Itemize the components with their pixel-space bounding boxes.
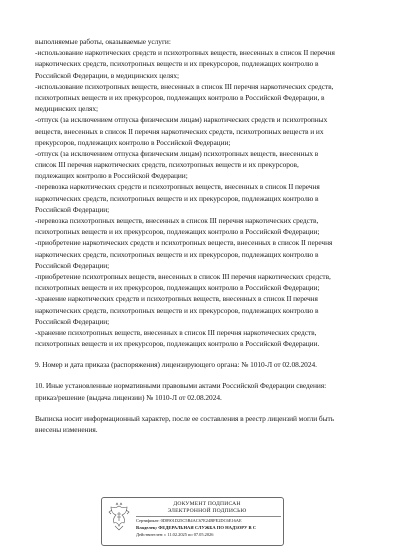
coat-of-arms-emblem-icon [106,502,132,532]
document-line: список III перечня наркотических средств, психотропных веществ и их прекурсоров, [35,160,299,170]
document-line: Российской Федерации; [35,260,110,270]
stamp-title-line-1: ДОКУМЕНТ ПОДПИСАН [173,501,241,507]
document-line: наркотических средств, психотропных веществ и их прекурсоров, подлежащих контролю в [35,59,319,69]
document-body [35,36,387,435]
document-line: Российской Федерации; [35,316,110,326]
document-line: медицинских целях; [35,104,98,114]
stamp-validity: Действителен: с 11.02.2025 по 07.05.2026 [136,532,214,537]
document-line: -использование наркотических средств и психотропных веществ, внесенных в список II перечня [35,48,335,58]
document-line: -перевозка психотропных веществ, внесенных в список III перечня наркотических средств, [35,216,319,225]
document-line: -хранение психотропных веществ, внесенных в список III перечня наркотических средств, [35,327,317,337]
document-line: наркотических средств, психотропных веществ и их прекурсоров, подлежащих контролю в [35,193,319,203]
document-line: веществ, внесенных в список II перечня наркотических средств, психотропных веществ и их [35,126,324,136]
stamp-divider [136,516,281,517]
document-line: -отпуск (за исключением отпуска физическим лицам) наркотических средств и психотропных [35,115,328,125]
item-10-other-info-line-1: 10. Иные установленные нормативными правовыми актами Российской Федерации сведения: [35,381,327,391]
stamp-title-line-2: ЭЛЕКТРОННОЙ ПОДПИСЬЮ [167,508,247,514]
document-line: -хранение наркотических средств и психотропных веществ, внесенных в список II перечня [35,294,318,304]
document-line: наркотических средств, психотропных веществ и их прекурсоров, подлежащих контролю в [35,305,319,315]
document-line: подлежащих контролю в Российской Федерации; [35,171,188,181]
document-line: -приобретение психотропных веществ, внесенных в список III перечня наркотических средств, [35,271,331,281]
document-line: -приобретение наркотических средств и психотропных веществ, внесенных в список II перечня [35,238,333,248]
document-line: -отпуск (за исключением отпуска физическим лицам) психотропных веществ, внесенных в [35,148,319,158]
disclaimer-line-2: внесены изменения. [35,425,98,434]
document-line: -перевозка наркотических средств и психотропных веществ, внесенных в список II перечня [35,182,320,192]
document-line: Российской Федерации, в медицинских целях; [35,70,179,80]
document-line: -использование психотропных веществ, внесенных в список III перечня наркотических средств, [35,81,334,91]
document-line: выполняемые работы, оказываемые услуги: [35,37,171,46]
document-line: прекурсоров, подлежащих контролю в Российской Федерации; [35,137,231,147]
document-line: наркотических средств, психотропных веществ и их прекурсоров, подлежащих контролю в [35,249,319,259]
item-10-other-info-line-2: приказ/решение (выдача лицензии) № 1010-Л от 02.08.2024. [35,392,222,402]
services-list [35,36,387,349]
document-line: психотропных веществ и их прекурсоров, подлежащих контролю в Российской Федерации, в [35,92,325,102]
electronic-signature-stamp [101,497,284,546]
stamp-owner: Владелец: ФЕДЕРАЛЬНАЯ СЛУЖБА ПО НАДЗОРУ В С [136,525,257,530]
stamp-title [132,501,282,515]
item-9-order-number: 9. Номер и дата приказа (распоряжения) лицензирующего органа: № 1010-Л от 02.08.2024. [35,360,317,370]
document-line: психотропных веществ и их прекурсоров, подлежащих контролю в Российской Федерации; [35,227,320,237]
disclaimer-line-1: Выписка носит информационный характер, после ее составления в реестр лицензий могли быть [35,413,335,423]
stamp-certificate: Сертификат: 0D8901D25C5B4AC67E24BFE2DC6E16AE [136,518,242,523]
document-line: психотропных веществ и их прекурсоров, подлежащих контролю в Российской Федерации. [35,339,320,349]
document-line: Российской Федерации; [35,204,110,214]
document-line: психотропных веществ и их прекурсоров, подлежащих контролю в Российской Федерации; [35,283,320,293]
